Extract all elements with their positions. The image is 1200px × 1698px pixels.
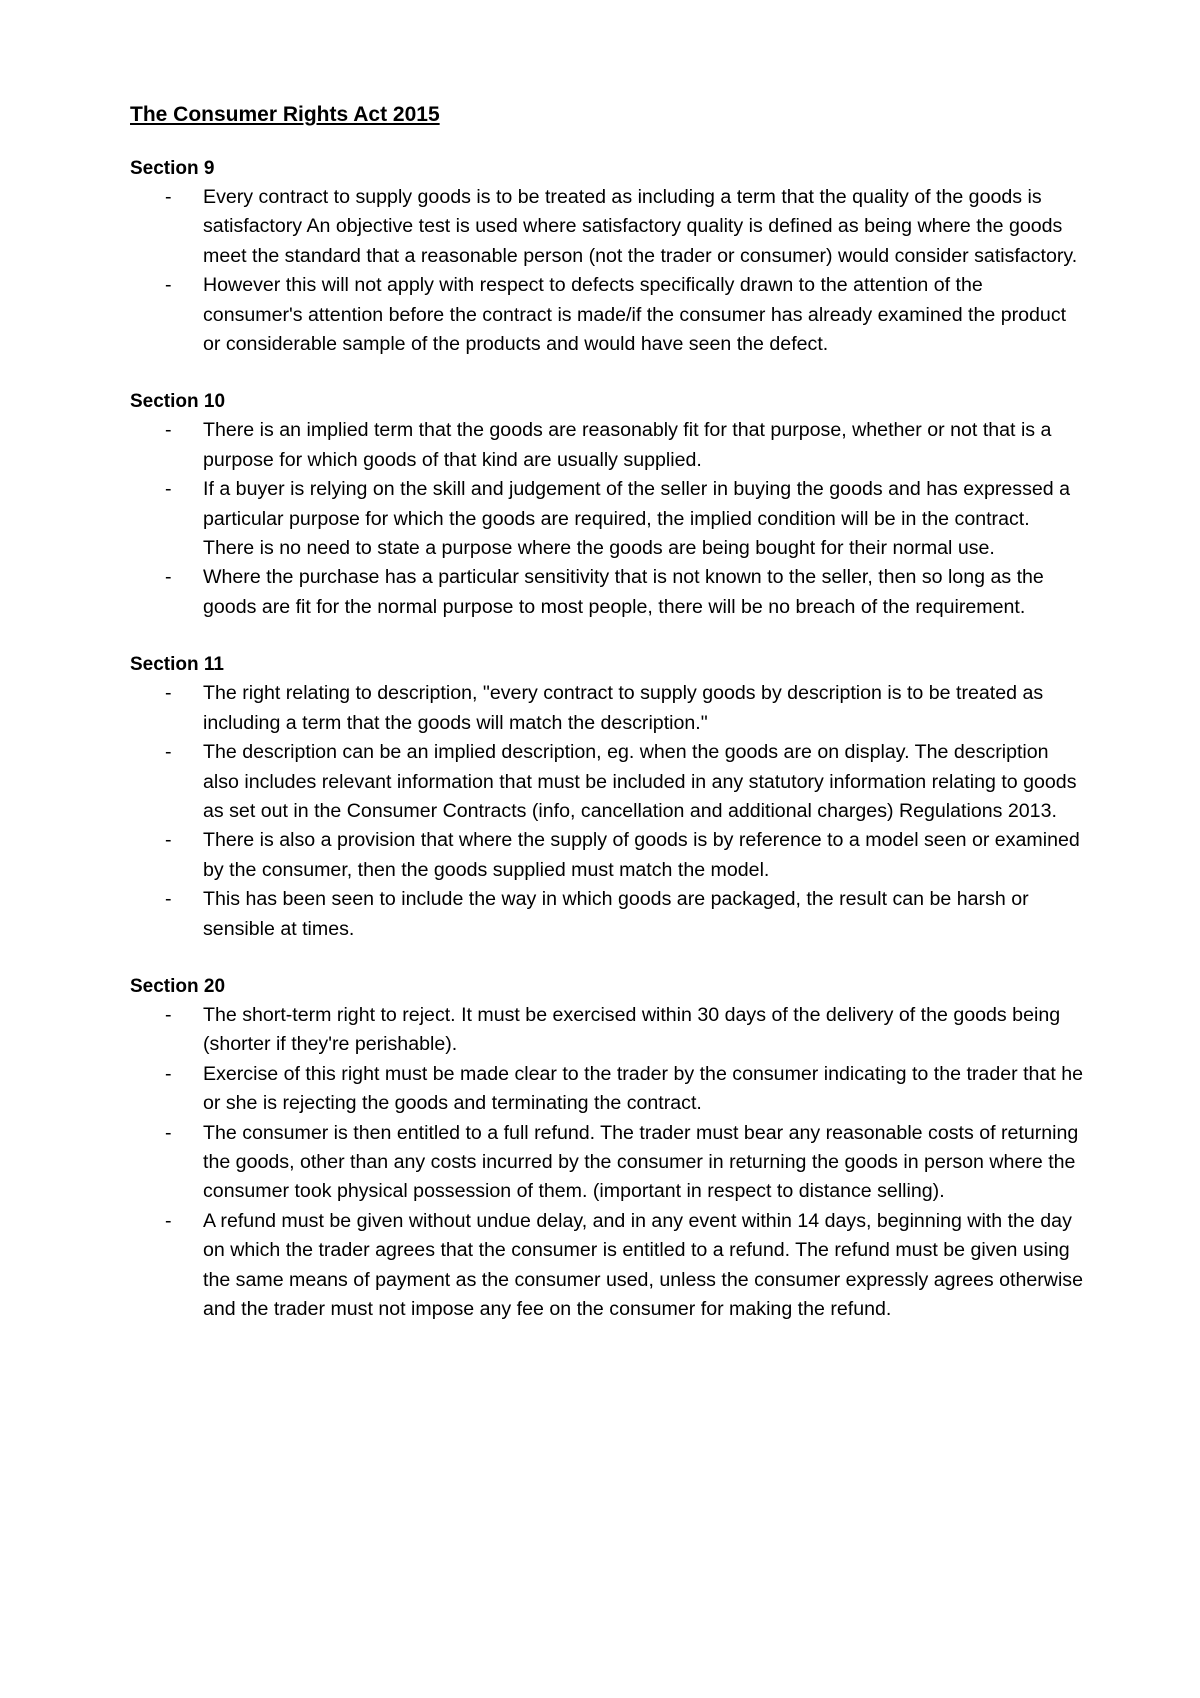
bullet-list: [130, 416, 1070, 622]
sections-container: [130, 154, 1083, 1324]
bullet-item: [130, 1060, 1083, 1119]
section-section-9: [130, 154, 1078, 359]
bullet-list: [130, 1001, 1083, 1324]
bullet-text: However this will not apply with respect to defects specifically drawn to the attention of the consumer's attention before the contract is made/if the consumer has already examined the product or considerable sample of the products and would have seen the defect.: [203, 274, 1067, 356]
bullet-text: The consumer is then entitled to a full refund. The trader must bear any reasonable costs of returning the goods, other than any costs incurred by the consumer in returning the goods in person where the consumer took physical possession of them. (important in respect to distance selling).: [203, 1121, 1079, 1203]
bullet-text: Exercise of this right must be made clear to the trader by the consumer indicating to the trader that he or she is rejecting the goods and terminating the contract.: [203, 1062, 1083, 1115]
bullet-dash: -: [165, 1121, 172, 1144]
bullet-item: [130, 416, 1083, 475]
section-heading: Section 20: [130, 975, 226, 997]
bullet-dash: -: [165, 741, 172, 764]
bullet-text: This has been seen to include the way in which goods are packaged, the result can be harsh or sensible at times.: [203, 888, 1029, 940]
bullet-text: A refund must be given without undue delay, and in any event within 14 days, beginning with the day on which the trader agrees that the consumer is entitled to a refund. The refund must be given using the same means of payment as the consumer used, unless the consumer expressly agrees otherwise and the trader must not impose any fee on the consumer for making the refund.: [203, 1209, 1083, 1320]
bullet-list: [130, 183, 1078, 359]
section-heading: Section 9: [130, 158, 215, 179]
bullet-text: The description can be an implied description, eg. when the goods are on display. The description also includes relevant information that must be included in any statutory information relating to goods as set out in the Consumer Contracts (info, cancellation and additional charges) Regulations 2013.: [203, 741, 1077, 822]
section-section-20: [130, 972, 1083, 1324]
bullet-item: [130, 475, 1083, 563]
bullet-dash: -: [165, 888, 172, 911]
bullet-dash: -: [165, 1003, 172, 1026]
bullet-dash: -: [165, 682, 172, 705]
bullet-item: [130, 563, 1083, 622]
section-section-11: [130, 650, 1080, 944]
section-heading: Section 10: [130, 391, 226, 413]
bullet-item: [130, 1119, 1083, 1207]
bullet-dash: -: [165, 274, 172, 297]
bullet-text: Where the purchase has a particular sensitivity that is not known to the seller, then so long as the goods are fit for the normal purpose to most people, there will be no breach of the requirement.: [203, 566, 1044, 618]
bullet-item: [130, 826, 1083, 885]
bullet-list: [130, 679, 1080, 944]
bullet-item: [130, 738, 1083, 826]
bullet-text: The right relating to description, "every contract to supply goods by description is to be treated as including a term that the goods will match the description.": [203, 682, 1044, 734]
bullet-dash: -: [165, 478, 172, 501]
bullet-dash: -: [165, 419, 172, 442]
bullet-item: [130, 1207, 1083, 1325]
bullet-dash: -: [165, 829, 172, 852]
bullet-item: [130, 183, 1083, 271]
section-heading: Section 11: [130, 654, 224, 676]
bullet-dash: -: [165, 1062, 172, 1085]
bullet-dash: -: [165, 1209, 172, 1232]
bullet-dash: -: [165, 566, 172, 589]
section-section-10: [130, 387, 1070, 622]
bullet-item: [130, 885, 1083, 944]
bullet-dash: -: [165, 186, 172, 208]
bullet-item: [130, 271, 1083, 359]
document-body: [130, 98, 1083, 1352]
bullet-item: [130, 1001, 1083, 1060]
bullet-text: The short-term right to reject. It must be exercised within 30 days of the delivery of the goods being (shorter if they're perishable).: [203, 1003, 1061, 1056]
bullet-text: Every contract to supply goods is to be treated as including a term that the quality of the goods is satisfactory An objective test is used where satisfactory quality is defined as being where the goods meet the standard that a reasonable person (not the trader or consumer) would consider satisfactory.: [203, 186, 1078, 267]
bullet-item: [130, 679, 1083, 738]
document-title: The Consumer Rights Act 2015: [130, 103, 440, 126]
bullet-text: If a buyer is relying on the skill and judgement of the seller in buying the goods and has expressed a particular purpose for which the goods are required, the implied condition will be in the contract. There is no need to state a purpose where the goods are being bought for their normal use.: [203, 478, 1071, 560]
bullet-text: There is also a provision that where the supply of goods is by reference to a model seen or examined by the consumer, then the goods supplied must match the model.: [203, 829, 1080, 881]
bullet-text: There is an implied term that the goods are reasonably fit for that purpose, whether or not that is a purpose for which goods of that kind are usually supplied.: [203, 419, 1052, 471]
